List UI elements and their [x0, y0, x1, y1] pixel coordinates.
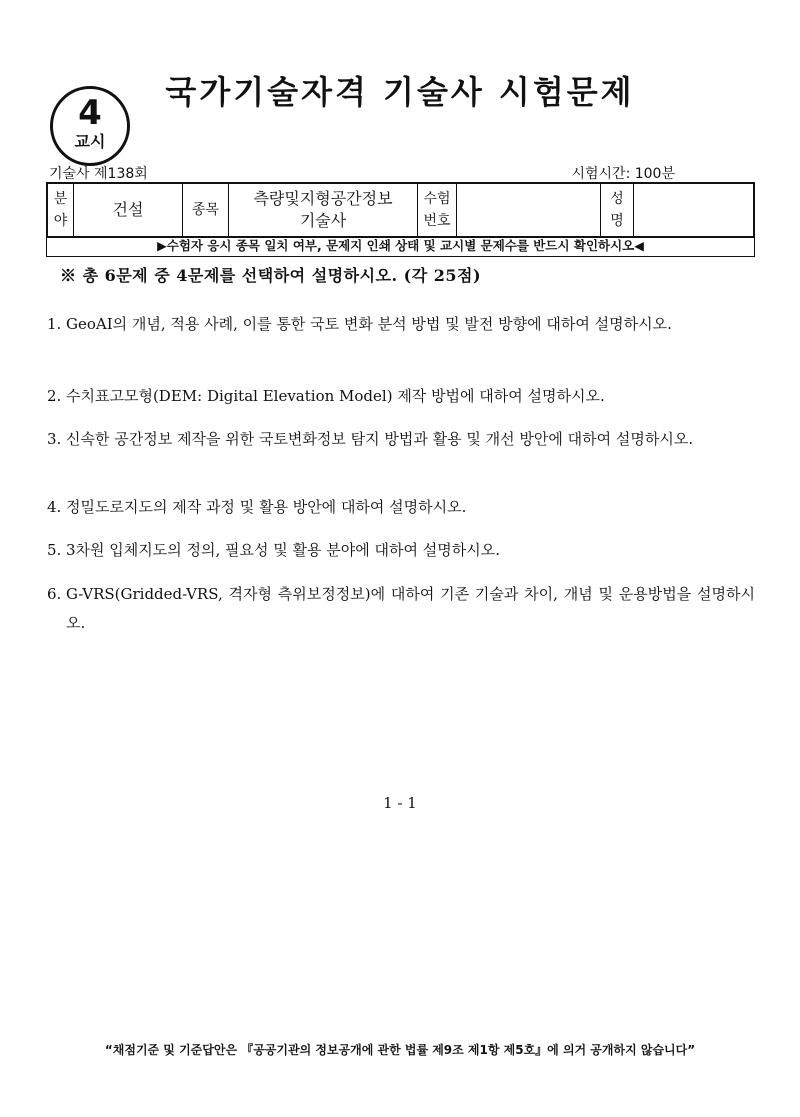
- exam-round: 기술사 제138회: [49, 166, 148, 182]
- field-value: 건설: [74, 183, 183, 237]
- name-label: 성 명: [601, 183, 634, 237]
- exam-info-table: [46, 182, 755, 238]
- question-6: [47, 580, 755, 638]
- page-number: 1 - 1: [383, 794, 417, 812]
- exam-number-field[interactable]: [457, 183, 601, 237]
- question-text: 3차원 입체지도의 정의, 필요성 및 활용 분야에 대하여 설명하시오.: [66, 541, 500, 559]
- category-label: 종목: [183, 183, 229, 237]
- page-title: 국가기술자격 기술사 시험문제: [165, 73, 635, 111]
- footer-disclaimer: “채점기준 및 기준답안은 『공공기관의 정보공개에 관한 법률 제9조 제1항 제5호』에 의거 공개하지 않습니다”: [104, 1043, 696, 1057]
- session-label: 교시: [74, 132, 106, 151]
- question-text: 수치표고모형(DEM: Digital Elevation Model) 제작 방법에 대하여 설명하시오.: [66, 387, 605, 405]
- question-2: [47, 382, 755, 411]
- question-text: 신속한 공간정보 제작을 위한 국토변화정보 탐지 방법과 활용 및 개선 방안에 대하여 설명하시오.: [66, 430, 694, 448]
- question-3: [47, 425, 755, 454]
- question-number: 5.: [47, 541, 62, 559]
- exam-number-label: 수험 번호: [418, 183, 457, 237]
- question-4: [47, 493, 755, 522]
- question-number: 4.: [47, 498, 62, 516]
- question-1: [47, 310, 755, 339]
- question-number: 6.: [47, 585, 62, 603]
- notice-bar: ▶수험자 응시 종목 일치 여부, 문제지 인쇄 상태 및 교시별 문제수를 반드시 확인하시오◀: [46, 237, 755, 257]
- category-value: 측량및지형공간정보 기술사: [229, 183, 418, 237]
- field-label: 분 야: [47, 183, 74, 237]
- question-text: GeoAI의 개념, 적용 사례, 이를 통한 국토 변화 분석 방법 및 발전 방향에 대하여 설명하시오.: [66, 315, 672, 333]
- session-number: 4: [78, 93, 102, 133]
- name-field[interactable]: [634, 183, 755, 237]
- question-number: 2.: [47, 387, 62, 405]
- question-text: G-VRS(Gridded-VRS, 격자형 측위보정정보)에 대하여 기존 기술과 차이, 개념 및 운용방법을 설명하시오.: [66, 585, 755, 632]
- question-number: 1.: [47, 315, 62, 333]
- session-badge: [50, 86, 130, 166]
- exam-time: 시험시간: 100분: [571, 166, 675, 182]
- question-number: 3.: [47, 430, 62, 448]
- instruction: ※ 총 6문제 중 4문제를 선택하여 설명하시오. (각 25점): [60, 266, 482, 285]
- question-5: [47, 536, 755, 565]
- question-text: 정밀도로지도의 제작 과정 및 활용 방안에 대하여 설명하시오.: [66, 498, 467, 516]
